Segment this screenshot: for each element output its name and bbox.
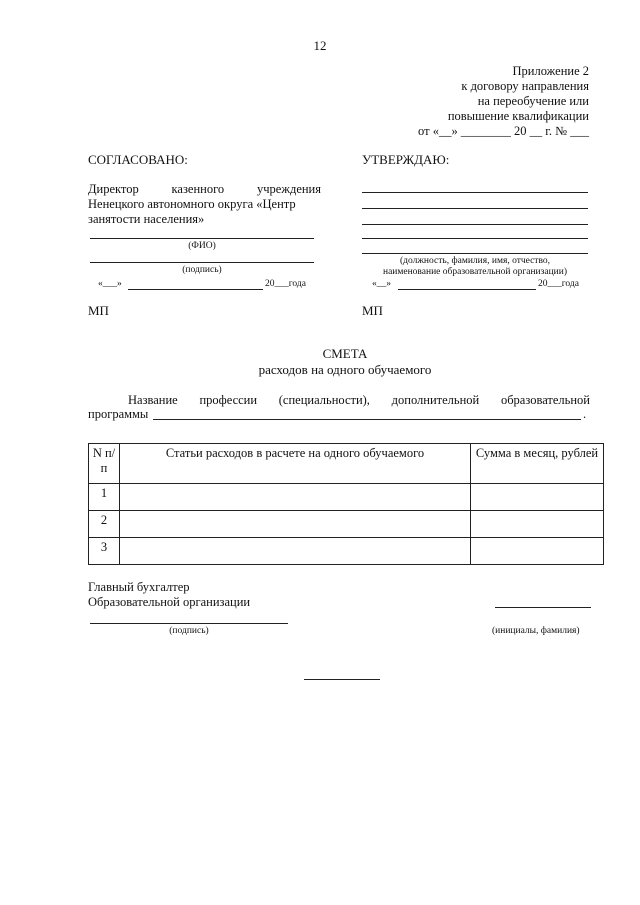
accountant-signature-label: (подпись) <box>169 626 209 636</box>
approver-caption-line-1: (должность, фамилия, имя, отчество, <box>400 256 550 266</box>
approver-caption <box>355 256 595 278</box>
signature-line[interactable] <box>90 262 314 263</box>
fio-line[interactable] <box>90 238 314 239</box>
program-period: . <box>583 407 587 421</box>
approver-line-4[interactable] <box>362 238 588 239</box>
left-date-year: 20___года <box>265 279 306 289</box>
initials-line[interactable] <box>495 607 591 608</box>
confirm-heading: УТВЕРЖДАЮ: <box>362 152 450 167</box>
fio-label: (ФИО) <box>188 241 216 251</box>
appendix-line-3: на переобучение или <box>477 94 589 108</box>
estimate-table <box>88 443 604 565</box>
right-date-year: 20___года <box>538 279 579 289</box>
page-number: 12 <box>313 38 327 53</box>
signature-label: (подпись) <box>182 265 222 275</box>
appendix-line-2: к договору направления <box>461 79 589 93</box>
row-number: 1 <box>89 484 120 511</box>
left-date-prefix: «___» <box>98 279 122 289</box>
row-sum-cell[interactable] <box>471 484 604 511</box>
estimate-title-line-1: СМЕТА <box>322 346 368 361</box>
header-number: N п/п <box>89 444 120 484</box>
program-line-1 <box>128 393 590 408</box>
approver-line-5[interactable] <box>362 253 588 254</box>
table-header-row <box>89 444 604 484</box>
approver-caption-line-2: наименование образовательной организации) <box>382 267 567 277</box>
appendix-line-1: Приложение 2 <box>512 64 589 78</box>
left-stamp-mark: МП <box>88 303 109 318</box>
director-line-2: Ненецкого автономного округа «Центр <box>88 197 296 211</box>
appendix-block <box>289 64 589 139</box>
director-word: казенного <box>171 182 225 196</box>
estimate-title-line-2: расходов на одного обучаемого <box>258 362 432 377</box>
director-word: Директор <box>88 182 139 196</box>
right-date-line[interactable] <box>398 289 536 290</box>
row-item-cell[interactable] <box>120 538 471 565</box>
program-label: программы <box>88 407 149 421</box>
director-block <box>88 182 321 227</box>
row-sum-cell[interactable] <box>471 538 604 565</box>
right-stamp-mark: МП <box>362 303 383 318</box>
accountant-org: Образовательной организации <box>88 595 251 609</box>
accountant-signature-line[interactable] <box>90 623 288 624</box>
approved-heading: СОГЛАСОВАНО: <box>88 152 188 167</box>
initials-label: (инициалы, фамилия) <box>492 626 580 636</box>
approver-line-1[interactable] <box>362 192 588 193</box>
program-name-line[interactable] <box>153 419 581 420</box>
accountant-block <box>88 580 250 610</box>
appendix-date-line: от «__» ________ 20 __ г. № ___ <box>418 124 589 138</box>
end-divider <box>304 679 380 680</box>
approver-line-2[interactable] <box>362 208 588 209</box>
header-sum: Сумма в месяц, рублей <box>471 444 604 484</box>
program-word: Название <box>128 393 178 407</box>
table-row <box>89 538 604 565</box>
right-date-prefix: «__» <box>372 279 391 289</box>
program-word: образовательной <box>500 393 590 407</box>
left-date-line[interactable] <box>128 289 263 290</box>
program-word: дополнительной <box>391 393 480 407</box>
row-item-cell[interactable] <box>120 511 471 538</box>
estimate-title <box>0 346 640 378</box>
appendix-line-4: повышение квалификации <box>447 109 589 123</box>
row-number: 2 <box>89 511 120 538</box>
program-word: профессии <box>199 393 258 407</box>
program-word: (специальности), <box>278 393 370 407</box>
row-sum-cell[interactable] <box>471 511 604 538</box>
director-line-3: занятости населения» <box>88 212 205 226</box>
table-row <box>89 484 604 511</box>
director-line-1 <box>88 182 321 197</box>
approver-line-3[interactable] <box>362 224 588 225</box>
director-word: учреждения <box>256 182 321 196</box>
accountant-title: Главный бухгалтер <box>88 580 190 594</box>
header-item: Статьи расходов в расчете на одного обучаемого <box>120 444 471 484</box>
table-row <box>89 511 604 538</box>
row-item-cell[interactable] <box>120 484 471 511</box>
row-number: 3 <box>89 538 120 565</box>
